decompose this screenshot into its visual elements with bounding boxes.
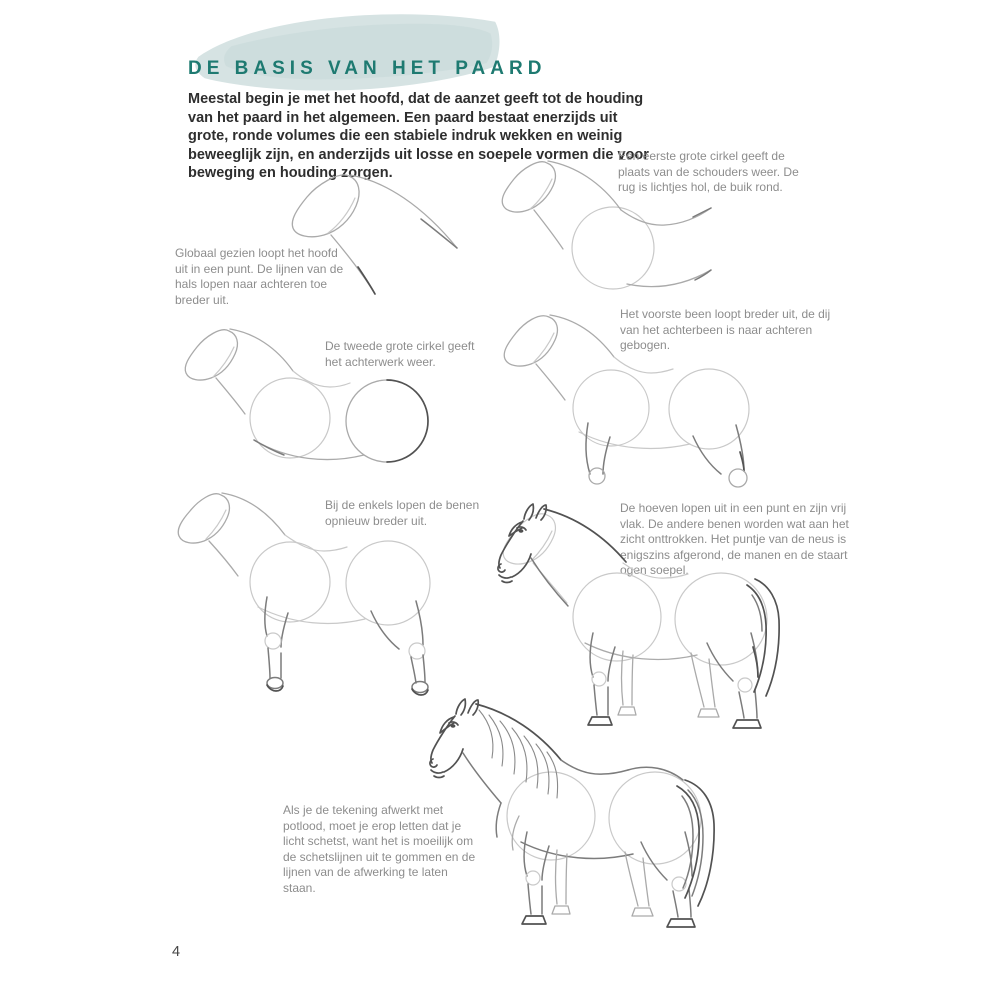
page-title: DE BASIS VAN HET PAARD	[188, 58, 547, 79]
step-5-caption: Bij de enkels lopen de benen opnieuw breder uit.	[325, 498, 480, 528]
horse-sketch-step-1	[285, 168, 485, 300]
horse-sketch-step-5	[170, 484, 462, 700]
intro-paragraph: Meestal begin je met het hoofd, dat de aanzet geeft tot de houding van het paard in het algemeen. Een paard bestaat enerzijds uit grote, ronde volumes die een stabiele indruk wekken en weinig beweeglijk zijn, en anderzijds uit losse en soepele vormen die voor beweging en houding zorgen.	[188, 91, 649, 182]
step-7-caption: Als je de tekening afwerkt met potlood, moet je erop letten dat je licht schetst, want het is moeilijk om de schetslijnen uit te gommen en de lijnen van de afwerking te laten staan.	[283, 803, 476, 895]
page-number: 4	[172, 944, 181, 960]
step-4-caption: Het voorste been loopt breder uit, de dij van het achterbeen is naar achteren gebogen.	[620, 307, 831, 353]
horse-sketch-step-4	[493, 306, 795, 492]
brush-stroke-highlight	[189, 0, 509, 102]
step-6-caption: De hoeven lopen uit in een punt en zijn vrij vlak. De andere benen worden wat aan het zicht onttrokken. Het puntje van de neus is enigszins afgerond, de manen en de staart ogen soepel.	[620, 501, 849, 578]
step-2-caption: Een eerste grote cirkel geeft de plaats van de schouders weer. De rug is lichtjes hol, de buik rond.	[618, 149, 799, 195]
step-3-caption: De tweede grote cirkel geeft het achterwerk weer.	[325, 339, 475, 369]
horse-sketch-step-7	[423, 696, 727, 940]
horse-sketch-step-2	[495, 156, 715, 298]
step-1-caption: Globaal gezien loopt het hoofd uit in een punt. De lijnen van de hals lopen naar achteren toe breder uit.	[175, 246, 344, 307]
horse-sketch-step-3	[176, 318, 458, 472]
